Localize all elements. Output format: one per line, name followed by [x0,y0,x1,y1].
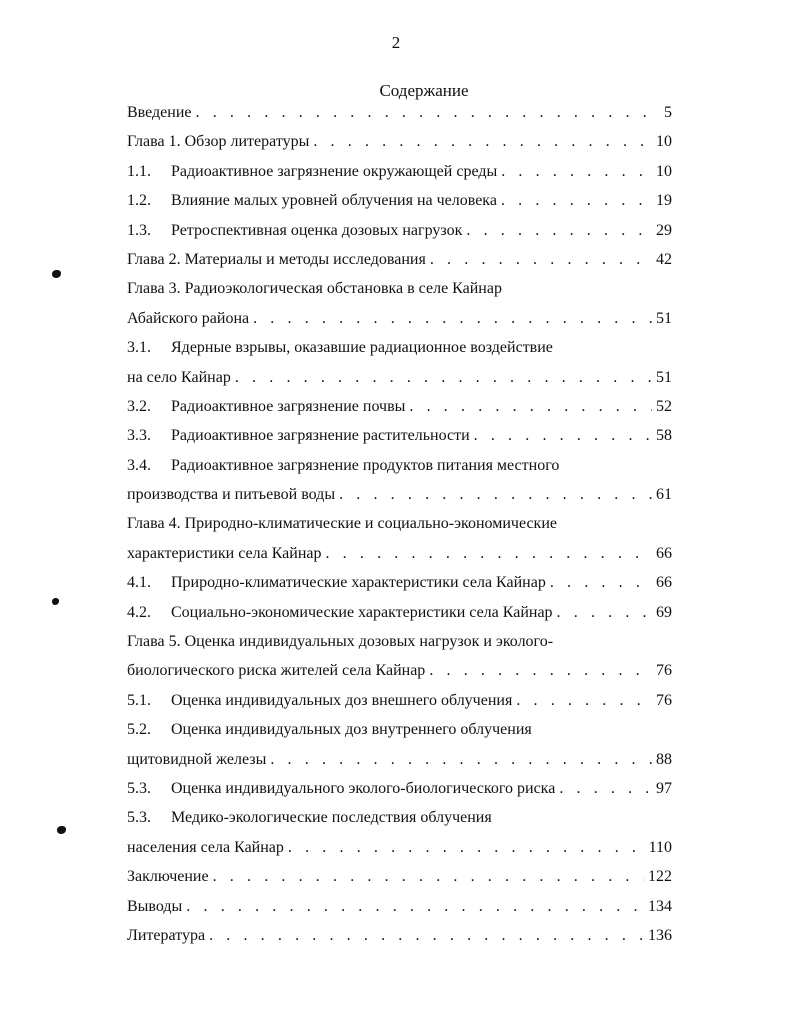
toc-entry-text: Радиоактивное загрязнение окружающей среды [171,162,498,180]
toc-dot-leader [550,568,652,597]
toc-entry [127,274,672,303]
toc-entry-text: Радиоактивное загрязнение растительности [171,427,470,445]
toc-entry [127,509,672,538]
scan-smudge-mark [52,270,61,278]
toc-entry-page: 69 [656,603,672,621]
toc-entry-text: Радиоактивное загрязнение почвы [171,397,406,415]
toc-entry-number: 3.4. [127,456,151,474]
toc-entry-number: 5.1. [127,691,151,709]
toc-entry-text: Социально-экономические характеристики села Кайнар [171,603,553,621]
toc-dot-leader [430,245,652,274]
toc-dot-leader [429,656,652,685]
toc-entry [127,833,672,862]
toc-entry-text: Глава 4. Природно-климатические и социально-экономические [127,515,557,533]
toc-entry-number: 1.1. [127,162,151,180]
toc-entry [127,392,672,421]
toc-entry-text: Литература [127,926,206,944]
toc-dot-leader [474,421,652,450]
toc-dot-leader [409,392,652,421]
toc-entry-text: Глава 5. Оценка индивидуальных дозовых нагрузок и эколого- [127,633,554,651]
toc-dot-leader [213,862,644,891]
toc-dot-leader [253,304,652,333]
toc-entry-text: Оценка индивидуальных доз внутреннего облучения [171,721,532,739]
toc-entry [127,304,672,333]
toc-entry-page: 58 [656,427,672,445]
toc-entry-text: Глава 1. Обзор литературы [127,133,310,151]
toc-entry [127,598,672,627]
toc-entry-number: 4.2. [127,603,151,621]
toc-entry [127,715,672,744]
scan-smudge-mark [57,826,66,834]
toc-entry [127,245,672,274]
toc-entry [127,686,672,715]
toc-entry [127,186,672,215]
toc-entry-text: Ядерные взрывы, оказавшие радиационное воздействие [171,339,553,357]
toc-entry [127,451,672,480]
toc-entry-page: 134 [648,897,672,915]
toc-entry [127,568,672,597]
toc-dot-leader [209,921,644,950]
toc-entry-text: производства и питьевой воды [127,486,336,504]
toc-entry [127,921,672,950]
toc-entry-text: Выводы [127,897,183,915]
toc-entry [127,539,672,568]
toc-entry-text: Заключение [127,868,209,886]
toc-entry-page: 66 [656,544,672,562]
toc-entry [127,363,672,392]
toc-entry-number: 3.3. [127,427,151,445]
toc-entry-page: 42 [656,250,672,268]
toc-entry-page: 76 [656,662,672,680]
toc-entry [127,774,672,803]
toc-entry-page: 66 [656,574,672,592]
toc-entry-number: 4.1. [127,574,151,592]
toc-entry-page: 5 [664,104,672,121]
toc-entry-text: биологического риска жителей села Кайнар [127,662,426,680]
toc-entry-page: 110 [648,838,672,856]
toc-entry [127,127,672,156]
toc-dot-leader [325,539,652,568]
toc-entry-number: 3.1. [127,339,151,357]
toc-entry-number: 5.2. [127,721,151,739]
toc-entry-number: 1.2. [127,192,151,210]
toc-entry-text: Глава 3. Радиоэкологическая обстановка в селе Кайнар [127,280,502,298]
toc-entry-text: Природно-климатические характеристики села Кайнар [171,574,546,592]
toc-entry-page: 122 [648,868,672,886]
toc-entry [127,627,672,656]
toc-entry-page: 61 [656,486,672,504]
toc-dot-leader [270,745,652,774]
toc-entry-text: населения села Кайнар [127,838,284,856]
toc-dot-leader [466,216,652,245]
toc-entry-text: Оценка индивидуального эколого-биологического риска [171,779,556,797]
page-number: 2 [391,33,401,52]
toc-entry-page: 10 [656,162,672,180]
table-of-contents [127,98,672,950]
toc-dot-leader [288,833,645,862]
toc-entry [127,98,672,127]
toc-entry-number: 5.3. [127,809,151,827]
toc-entry-text: Глава 2. Материалы и методы исследования [127,250,426,268]
toc-entry [127,157,672,186]
toc-entry-number: 3.2. [127,397,151,415]
toc-entry [127,892,672,921]
toc-entry-text: щитовидной железы [127,750,267,768]
toc-entry-page: 76 [656,691,672,709]
toc-dot-leader [516,686,652,715]
toc-entry-page: 19 [656,192,672,210]
toc-entry-page: 29 [656,221,672,239]
toc-entry [127,862,672,891]
toc-entry [127,421,672,450]
toc-entry-number: 1.3. [127,221,151,239]
toc-entry-text: Медико-экологические последствия облучения [171,809,492,827]
toc-dot-leader [557,598,652,627]
toc-entry [127,480,672,509]
toc-dot-leader [501,157,652,186]
toc-entry-text: Оценка индивидуальных доз внешнего облучения [171,691,513,709]
toc-dot-leader [559,774,652,803]
scan-smudge-mark [52,598,59,605]
toc-entry [127,803,672,832]
toc-entry-page: 51 [656,309,672,327]
toc-dot-leader [235,363,652,392]
toc-entry-number: 5.3. [127,779,151,797]
toc-entry-text: Абайского района [127,309,250,327]
toc-entry-page: 52 [656,397,672,415]
toc-entry-text: Радиоактивное загрязнение продуктов питания местного [171,456,560,474]
toc-dot-leader [196,98,661,127]
toc-entry-text: характеристики села Кайнар [127,544,322,562]
toc-entry-page: 88 [656,750,672,768]
toc-entry-text: Ретроспективная оценка дозовых нагрузок [171,221,463,239]
toc-entry-text: Введение [127,104,192,121]
toc-entry [127,333,672,362]
toc-dot-leader [313,127,652,156]
toc-title: Содержание [379,81,469,100]
toc-dot-leader [501,186,652,215]
toc-entry-page: 51 [656,368,672,386]
toc-entry-page: 136 [648,926,672,944]
toc-entry-page: 97 [656,779,672,797]
toc-entry [127,216,672,245]
toc-entry-text: на село Кайнар [127,368,231,386]
toc-dot-leader [339,480,652,509]
toc-entry-page: 10 [656,133,672,151]
toc-entry-text: Влияние малых уровней облучения на человека [171,192,497,210]
toc-entry [127,745,672,774]
toc-entry [127,656,672,685]
toc-dot-leader [186,892,644,921]
